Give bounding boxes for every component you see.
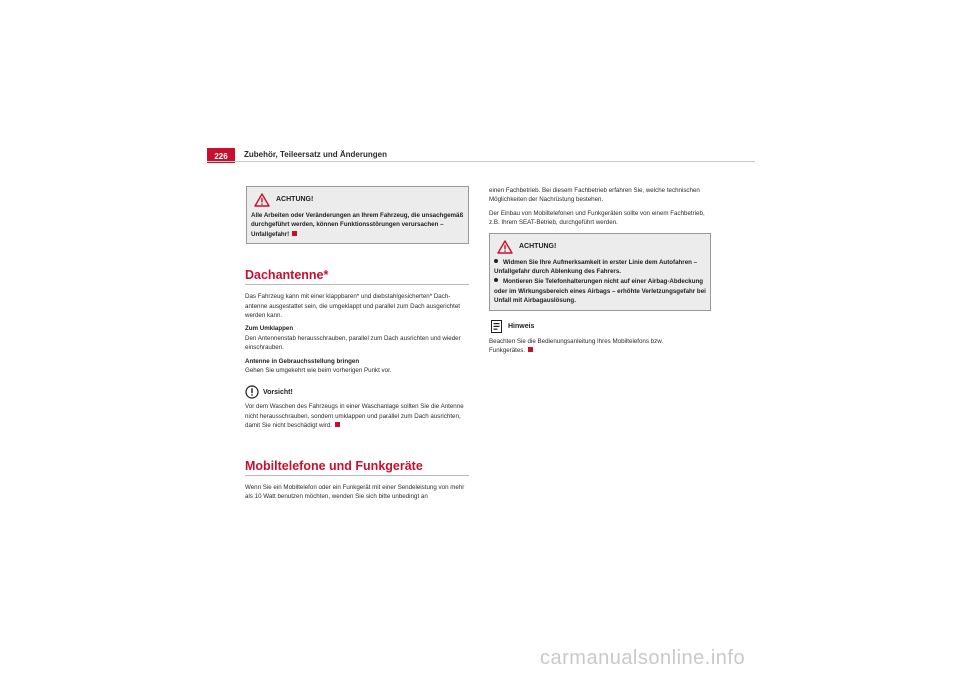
end-of-section-icon [335, 422, 340, 427]
bullet-icon [494, 259, 498, 263]
warning-text: Alle Arbeiten oder Veränderungen an Ihrem Fahrzeug, die unsachgemäß durchgeführt werden, können Funktionsstörungen verursachen – Unfallgefahr! [251, 212, 464, 238]
antenna-intro: Das Fahrzeug kann mit einer klappbaren* und diebstahlgesicherten* Dachantenne ausgestattet sein, die umgeklappt und parallel zum Dach ausgerichtet werden kann. [245, 293, 460, 320]
caution-text: Vor dem Waschen des Fahrzeugs in einer Waschanlage sollten Sie die Antenne nicht herausschrauben, sondern umklappen und parallel zum Dach ausrichten, damit Sie nicht beschädigt wird. [245, 403, 464, 430]
note-icon [491, 320, 502, 333]
caution-title: Vorsicht! [263, 388, 293, 396]
workshop-paragraph: einen Fachbetrieb. Bei diesem Fachbetrieb erfahren Sie, welche technischen Möglichkeiten der Nachrüstung bestehen. [489, 187, 700, 204]
note-text: Beachten Sie die Bedienungsanleitung Ihres Mobiltelefons bzw. Funkgerätes. [489, 337, 664, 355]
use-position-text: Gehen Sie umgekehrt wie beim vorherigen Punkt vor. [245, 367, 392, 375]
page-header [207, 148, 755, 162]
section-title-roof-antenna: Dachantenne* [245, 267, 469, 285]
section-title-mobile-phones: Mobiltelefone und Funkgeräte [245, 458, 469, 476]
warning-triangle-icon [254, 193, 270, 207]
caution-header [245, 384, 469, 400]
warning-box [489, 233, 711, 311]
warning-box-header [494, 238, 706, 256]
warning-triangle-icon [497, 240, 513, 254]
left-column [245, 186, 469, 502]
mobile-intro: Wenn Sie ein Mobiltelefon oder ein Funkgerät mit einer Sendeleistung von mehr als 10 Watt benutzen möchten, wenden Sie sich bitte unbedingt an [245, 483, 465, 501]
installation-paragraph: Der Einbau von Mobiltelefonen und Funkgeräten sollte von einem Fachbetrieb, z.B. Ihrem SEAT-Betrieb, durchgeführt werden. [489, 209, 705, 227]
end-of-section-icon [292, 231, 297, 236]
header-divider [207, 161, 755, 162]
note-header [489, 319, 711, 335]
page-number: 226 [207, 148, 235, 163]
subhead-use-position: Antenne in Gebrauchsstellung bringen [245, 357, 360, 365]
end-of-section-icon [528, 347, 533, 352]
bullet-icon [494, 278, 498, 282]
warning-box-header [251, 191, 464, 209]
running-title: Zubehör, Teileersatz und Änderungen [244, 150, 387, 159]
warning-bullet: Widmen Sie Ihre Aufmerksamkeit in erster Linie dem Autofahren – Unfallgefahr durch Ablenkung des Fahrers. [494, 258, 698, 276]
warning-bullet: Montieren Sie Telefonhalterungen nicht auf einer Airbag-Abdeckung oder im Wirkungsbereich eines Airbags – erhöhte Verletzungsgefahr bei Unfall mit Airbagauslösung. [494, 278, 706, 305]
note-title: Hinweis [508, 322, 535, 330]
warning-title: ACHTUNG! [519, 242, 557, 250]
fold-text: Den Antennenstab herausschrauben, parallel zum Dach ausrichten und wieder einschrauben. [245, 334, 461, 352]
caution-circle-icon [245, 385, 259, 399]
warning-box [246, 186, 469, 244]
watermark: carmanualsonline.info [540, 647, 746, 669]
subhead-fold: Zum Umklappen [245, 325, 294, 333]
right-column [489, 186, 711, 355]
warning-title: ACHTUNG! [276, 196, 314, 204]
